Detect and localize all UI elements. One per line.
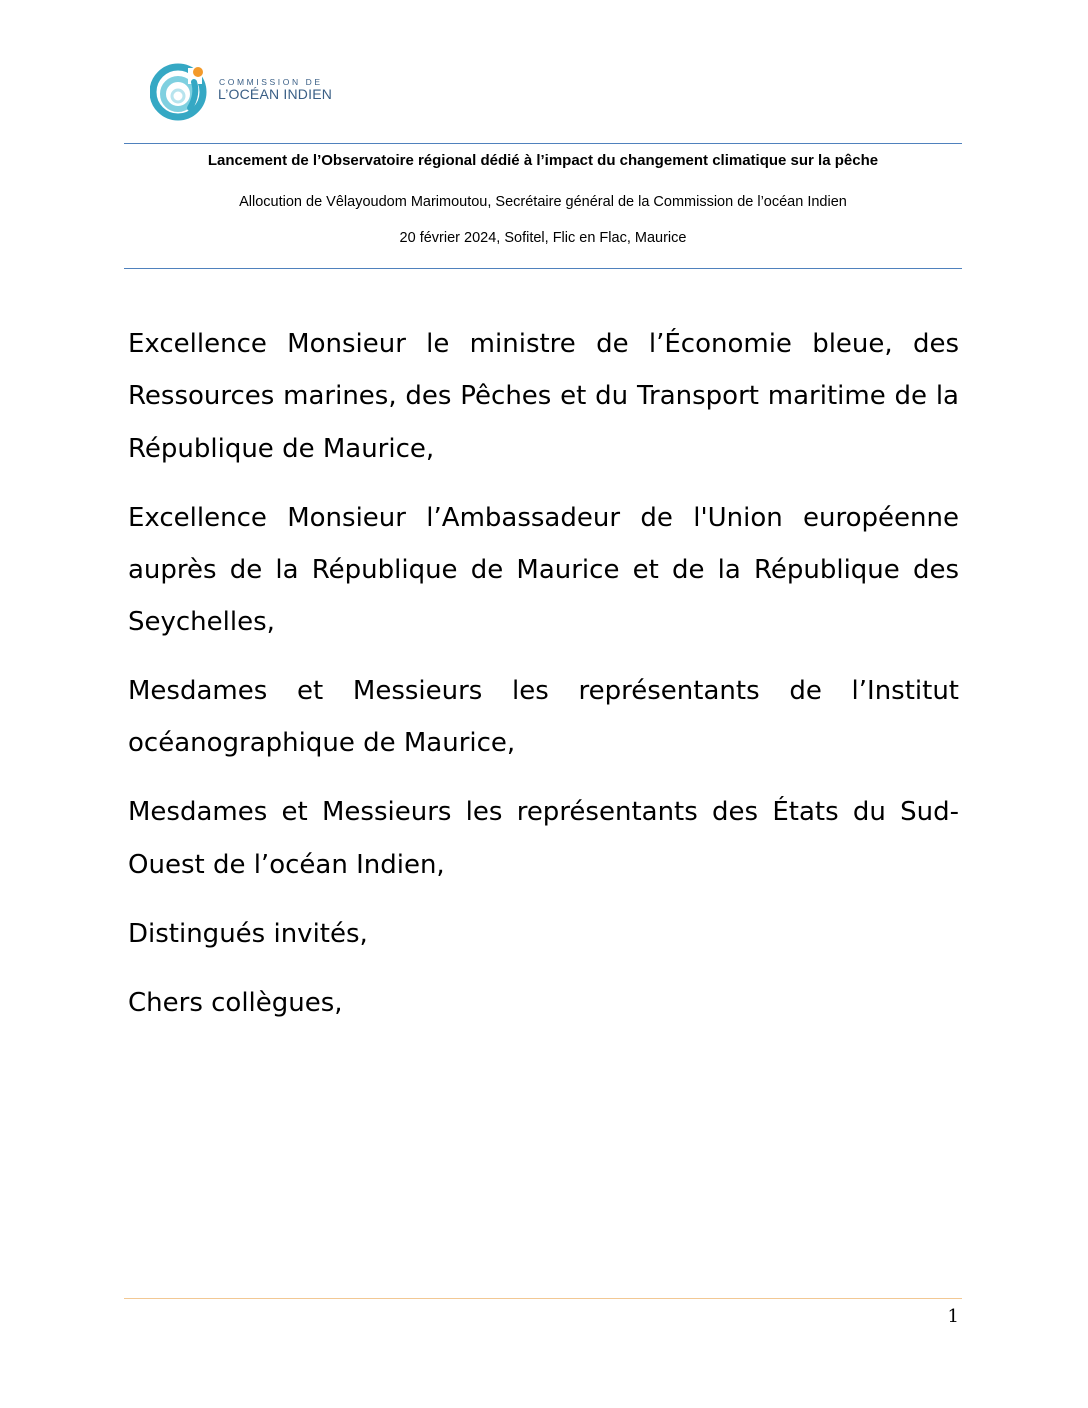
page-number: 1: [947, 1306, 959, 1327]
salutation-paragraph: Mesdames et Messieurs les représentants des États du Sud-Ouest de l’océan Indien,: [128, 797, 959, 880]
document-title: Lancement de l’Observatoire régional dédié à l’impact du changement climatique sur la pêche: [207, 152, 879, 169]
salutation-paragraph: Excellence Monsieur le ministre de l’Économie bleue, des Ressources marines, des Pêches et du Transport maritime de la République de Maurice,: [128, 329, 959, 464]
logo-text-line1: COMMISSION DE: [219, 77, 323, 87]
salutation-paragraph: Mesdames et Messieurs les représentants de l’Institut océanographique de Maurice,: [128, 676, 959, 759]
footer-rule: [124, 1298, 962, 1299]
header-top-rule: [124, 143, 962, 144]
salutation-paragraph: Excellence Monsieur l’Ambassadeur de l'Union européenne auprès de la République de Maurice et de la République des Seychelles,: [128, 502, 959, 638]
header-bottom-rule: [124, 268, 962, 269]
salutation-paragraph: Distingués invités,: [128, 918, 368, 949]
speech-body: [128, 318, 959, 1046]
organization-logo: [150, 60, 350, 124]
salutation-paragraph: Chers collègues,: [128, 987, 343, 1018]
speech-date-line: 20 février 2024, Sofitel, Flic en Flac, Maurice: [399, 230, 687, 246]
logo-text-line2: L’OCÉAN INDIEN: [218, 86, 333, 102]
logo-emblem-icon: [150, 60, 214, 124]
speech-author-line: Allocution de Vêlayoudom Marimoutou, Secrétaire général de la Commission de l’océan Indien: [239, 194, 847, 210]
